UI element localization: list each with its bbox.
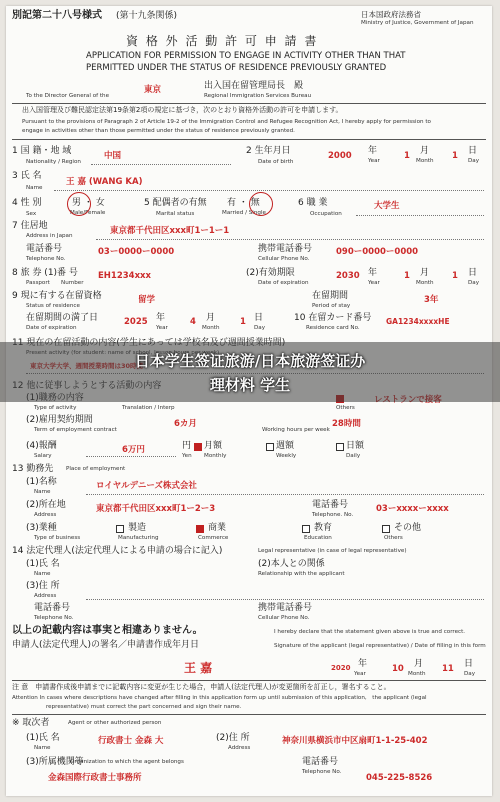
f1-label: 1 国 籍・地 域: [12, 146, 72, 156]
declaration-jp-2: 申請人(法定代理人)の署名／申請書作成年月日: [12, 640, 200, 650]
f5-label: 5 配偶者の有無: [144, 198, 207, 208]
bureau-fill: 東京: [144, 85, 162, 95]
expiry-label: (2)有効期限: [246, 268, 295, 278]
agent-name-en: Name: [34, 745, 51, 751]
emp-name-label: (1)名称: [26, 477, 57, 487]
f14-label: 14 法定代理人(法定代理人による申請の場合に記入): [12, 546, 223, 556]
rep-tel-label: 電話番号: [34, 603, 71, 613]
stayexp-day[interactable]: 1: [240, 317, 246, 327]
f9-label: 9 現に有する在留資格: [12, 291, 102, 301]
daily-label: 日額: [346, 441, 365, 451]
biz-commerce-checkbox[interactable]: [196, 525, 204, 533]
biz-others-label: その他: [394, 523, 422, 533]
f7-value[interactable]: 東京都千代田区xxx町1ー1ー1: [110, 226, 230, 236]
agent-label-en: Agent or other authorized person: [68, 720, 162, 726]
weekly-en: Weekly: [276, 453, 297, 459]
f4-options-en: Male/Female: [70, 210, 106, 216]
f6-label: 6 職 業: [298, 198, 328, 208]
month-en: Month: [202, 325, 220, 331]
agent-tel-en: Telephone No.: [302, 769, 342, 775]
emp-name-en: Name: [34, 489, 51, 495]
agent-org-label: (3)所属機関等: [26, 757, 84, 767]
monthly-en: Monthly: [204, 453, 227, 459]
f3-label-en: Name: [26, 185, 43, 191]
f5-label-en: Marital status: [156, 211, 195, 217]
f13-label-en: Place of employment: [66, 466, 126, 472]
f1-label-en: Nationality / Region: [26, 159, 81, 165]
emp-tel-value[interactable]: 03ーxxxxーxxxx: [376, 504, 449, 514]
f7-label-en: Address in Japan: [26, 233, 73, 239]
f12-term-value[interactable]: 6カ月: [174, 419, 197, 429]
month-jp: 月: [414, 659, 424, 669]
f1-value[interactable]: 中国: [104, 151, 122, 161]
f12-others-en: Others: [336, 405, 355, 411]
single-selected-circle[interactable]: [249, 192, 273, 216]
f12-hours-value[interactable]: 28時間: [332, 419, 361, 429]
biz-manufacturing-en: Manufacturing: [118, 535, 159, 541]
banner-line-2: 理材料 学生: [209, 376, 291, 394]
ministry-en: Ministry of Justice, Government of Japan: [361, 20, 474, 26]
monthly-checkbox[interactable]: [194, 443, 202, 451]
agent-org-en: Organization to which the agent belongs: [70, 759, 184, 765]
f7-label: 7 住居地: [12, 221, 48, 231]
divider: [12, 680, 486, 681]
weekly-label: 週額: [276, 441, 295, 451]
day-en: Day: [468, 280, 480, 286]
title-jp: 資 格 外 活 動 許 可 申 請 書: [126, 34, 319, 48]
birth-month[interactable]: 1: [404, 151, 410, 161]
overlay-banner: [0, 342, 500, 402]
signature[interactable]: 王 嘉: [184, 661, 213, 675]
rep-cell-en: Cellular Phone No.: [258, 615, 310, 621]
form-id: 別記第二十八号様式: [12, 10, 102, 21]
stay-label: 在留期間: [312, 291, 349, 301]
biz-education-label: 教育: [314, 523, 333, 533]
year-en: Year: [368, 158, 380, 164]
stayexp-month[interactable]: 4: [190, 317, 196, 327]
emp-tel-en: Telephone. No.: [312, 512, 354, 518]
f3-value[interactable]: 王 嘉 (WANG KA): [66, 177, 143, 187]
tel-label: 電話番号: [26, 244, 63, 254]
month-en: Month: [416, 158, 434, 164]
biz-others-checkbox[interactable]: [382, 525, 390, 533]
weekly-checkbox[interactable]: [266, 443, 274, 451]
cell-label-en: Cellular Phone No.: [258, 256, 310, 262]
f12-hours-en: Working hours per week: [262, 427, 330, 433]
year-en: Year: [354, 671, 366, 677]
f8-label: 8 旅 券 (1)番 号: [12, 268, 78, 278]
bureau-en: Regional Immigration Services Bureau: [204, 93, 312, 99]
month-en: Month: [416, 280, 434, 286]
f2-label: 2 生年月日: [246, 146, 291, 156]
biz-label-en: Type of business: [34, 535, 81, 541]
f2-label-en: Date of birth: [258, 159, 294, 165]
rep-tel-en: Telephone No.: [34, 615, 74, 621]
divider: [12, 714, 486, 715]
f9-label-en: Status of residence: [26, 303, 80, 309]
stayexp-label-en: Date of expiration: [26, 325, 77, 331]
month-en: Month: [408, 671, 426, 677]
agent-label: ※ 取次者: [12, 718, 50, 728]
f14-label-en: Legal representative (in case of legal representative): [258, 548, 407, 554]
monthly-label: 月額: [204, 441, 223, 451]
law-en-1: Pursuant to the provisions of Paragraph 2 of Article 19-2 of the Immigration Control and Refugee Recognition Act, I hereby apply for permission to: [22, 119, 431, 125]
biz-commerce-en: Commerce: [198, 535, 229, 541]
addressee-en: To the Director General of the: [26, 93, 110, 99]
agent-tel-label: 電話番号: [302, 757, 339, 767]
day-jp: 日: [468, 268, 478, 278]
tel-label-en: Telephone No.: [26, 256, 66, 262]
banner-line-1: 日本学生签证旅游/日本旅游签证办: [134, 352, 366, 370]
expiry-month[interactable]: 1: [404, 271, 410, 281]
birth-day[interactable]: 1: [452, 151, 458, 161]
passport-value[interactable]: EH1234xxx: [98, 271, 152, 281]
stayexp-label: 在留期間の満了日: [26, 313, 99, 323]
rep-name-label: (1)氏 名: [26, 559, 60, 569]
rep-addr-label: (3)住 所: [26, 581, 60, 591]
law-en-2: engage in activities other than those permitted under the status of residence previously granted.: [22, 128, 295, 134]
salary-label-en: Salary: [34, 453, 52, 459]
rep-addr-en: Address: [34, 593, 57, 599]
expiry-label-en: Date of expiration: [258, 280, 309, 286]
rep-rel-label: (2)本人との関係: [258, 559, 325, 569]
daily-en: Daily: [346, 453, 361, 459]
sign-day[interactable]: 11: [442, 664, 454, 674]
daily-checkbox[interactable]: [336, 443, 344, 451]
biz-manufacturing-label: 製造: [128, 523, 147, 533]
day-en: Day: [254, 325, 266, 331]
biz-label: (3)業種: [26, 523, 57, 533]
biz-manufacturing-checkbox[interactable]: [116, 525, 124, 533]
emp-name-value[interactable]: ロイヤルデニーズ株式会社: [96, 481, 197, 491]
expiry-year[interactable]: 2030: [336, 271, 360, 281]
f4-sex-en: Sex: [26, 211, 37, 217]
expiry-day[interactable]: 1: [452, 271, 458, 281]
emp-addr-label: (2)所在地: [26, 500, 66, 510]
tel-value[interactable]: 03ー0000ー0000: [98, 247, 175, 257]
notice-en-2: representative) must correct the part concerned and sign their name.: [46, 704, 242, 710]
agent-tel-value[interactable]: 045-225-8526: [366, 773, 433, 783]
year-en: Year: [156, 325, 168, 331]
f12-kind-label-en: Type of activity: [34, 405, 77, 411]
day-en: Day: [468, 158, 480, 164]
ministry-jp: 日本国政府法務省: [361, 10, 421, 19]
bureau-jp: 出入国在留管理局長 殿: [204, 81, 304, 91]
agent-name-label: (1)氏 名: [26, 733, 60, 743]
emp-addr-en: Address: [34, 512, 57, 518]
card-label: 10 在留カード番号: [294, 313, 372, 323]
sign-month[interactable]: 10: [392, 664, 404, 674]
birth-year[interactable]: 2000: [328, 151, 352, 161]
biz-others-en: Others: [384, 535, 403, 541]
notice-jp: 注 意 申請書作成後申請までに記載内容に変更が生じた場合，申請人(法定代理人)が変更箇所を訂正し，署名すること。: [12, 683, 391, 691]
year-jp: 年: [156, 313, 166, 323]
sign-year[interactable]: 2020: [331, 664, 351, 672]
f5-options: 有 ・ 無: [227, 198, 260, 208]
title-en-1: APPLICATION FOR PERMISSION TO ENGAGE IN ACTIVITY OTHER THAN THAT: [86, 51, 406, 61]
day-jp: 日: [468, 146, 478, 156]
f4-label: 4 性 別: [12, 198, 42, 208]
salary-value[interactable]: 6万円: [122, 445, 145, 455]
form-id-note: (第十九条関係): [116, 11, 178, 21]
f12-term-label: (2)雇用契約期間: [26, 415, 93, 425]
agent-addr-en: Address: [228, 745, 251, 751]
biz-commerce-label: 商業: [208, 523, 227, 533]
f3-label: 3 氏 名: [12, 171, 42, 181]
day-jp: 日: [254, 313, 264, 323]
f5-options-en: Married / Single: [222, 210, 266, 216]
emp-tel-label: 電話番号: [312, 500, 349, 510]
f8-label-en: Passport Number: [26, 280, 84, 286]
agent-addr-label: (2)住 所: [216, 733, 250, 743]
year-en: Year: [368, 280, 380, 286]
f6-value[interactable]: 大学生: [374, 201, 400, 211]
year-jp: 年: [368, 268, 378, 278]
year-jp: 年: [358, 659, 368, 669]
declaration-en-2: Signature of the applicant (legal representative) / Date of filling in this form: [274, 643, 486, 649]
agent-org-value[interactable]: 金森国際行政書士事務所: [48, 773, 142, 783]
notice-en-1: Attention In cases where descriptions have changed after filling in this application form up until submission of this application, the applicant (legal: [12, 695, 427, 701]
f6-label-en: Occupation: [310, 211, 342, 217]
divider: [12, 103, 486, 104]
agent-name-value[interactable]: 行政書士 金森 大: [98, 736, 164, 746]
rep-cell-label: 携帯電話番号: [258, 603, 313, 613]
declaration-en-1: I hereby declare that the statement given above is true and correct.: [274, 629, 466, 635]
title-en-2: PERMITTED UNDER THE STATUS OF RESIDENCE PREVIOUSLY GRANTED: [86, 63, 387, 73]
month-jp: 月: [420, 268, 430, 278]
rep-rel-en: Relationship with the applicant: [258, 571, 345, 577]
day-jp: 日: [464, 659, 474, 669]
divider: [12, 139, 486, 140]
salary-unit: 円: [182, 441, 192, 451]
cell-value[interactable]: 090ー0000ー0000: [336, 247, 419, 257]
rep-name-en: Name: [34, 571, 51, 577]
f13-label: 13 勤務先: [12, 464, 54, 474]
month-jp: 月: [206, 313, 216, 323]
card-value[interactable]: GA1234xxxxHE: [386, 317, 450, 326]
f4-options: 男 ・ 女: [72, 198, 105, 208]
year-jp: 年: [368, 146, 378, 156]
month-jp: 月: [420, 146, 430, 156]
card-label-en: Residence card No.: [306, 325, 360, 331]
biz-education-en: Education: [304, 535, 332, 541]
yen-en: Yen: [182, 453, 192, 459]
agent-addr-value[interactable]: 神奈川県横浜市中区扇町1-1-25-402: [282, 736, 428, 746]
male-selected-circle[interactable]: [67, 192, 91, 216]
day-en: Day: [464, 671, 476, 677]
stayexp-year[interactable]: 2025: [124, 317, 148, 327]
stay-value[interactable]: 3年: [424, 295, 439, 305]
emp-addr-value[interactable]: 東京都千代田区xxx町1ー2ー3: [96, 504, 216, 514]
declaration-jp-1: 以上の記載内容は事実と相違ありません。: [12, 625, 203, 636]
salary-label: (4)報酬: [26, 441, 57, 451]
law-jp: 出入国管理及び難民認定法第19条第2項の規定に基づき，次のとおり資格外活動の許可を申請します。: [22, 106, 343, 114]
cell-label: 携帯電話番号: [258, 244, 313, 254]
stay-label-en: Period of stay: [312, 303, 351, 309]
biz-education-checkbox[interactable]: [302, 525, 310, 533]
f12-trans-en: Translation / Interp: [122, 405, 175, 411]
f12-term-label-en: Term of employment contract: [34, 427, 117, 433]
f9-value[interactable]: 留学: [138, 295, 156, 305]
